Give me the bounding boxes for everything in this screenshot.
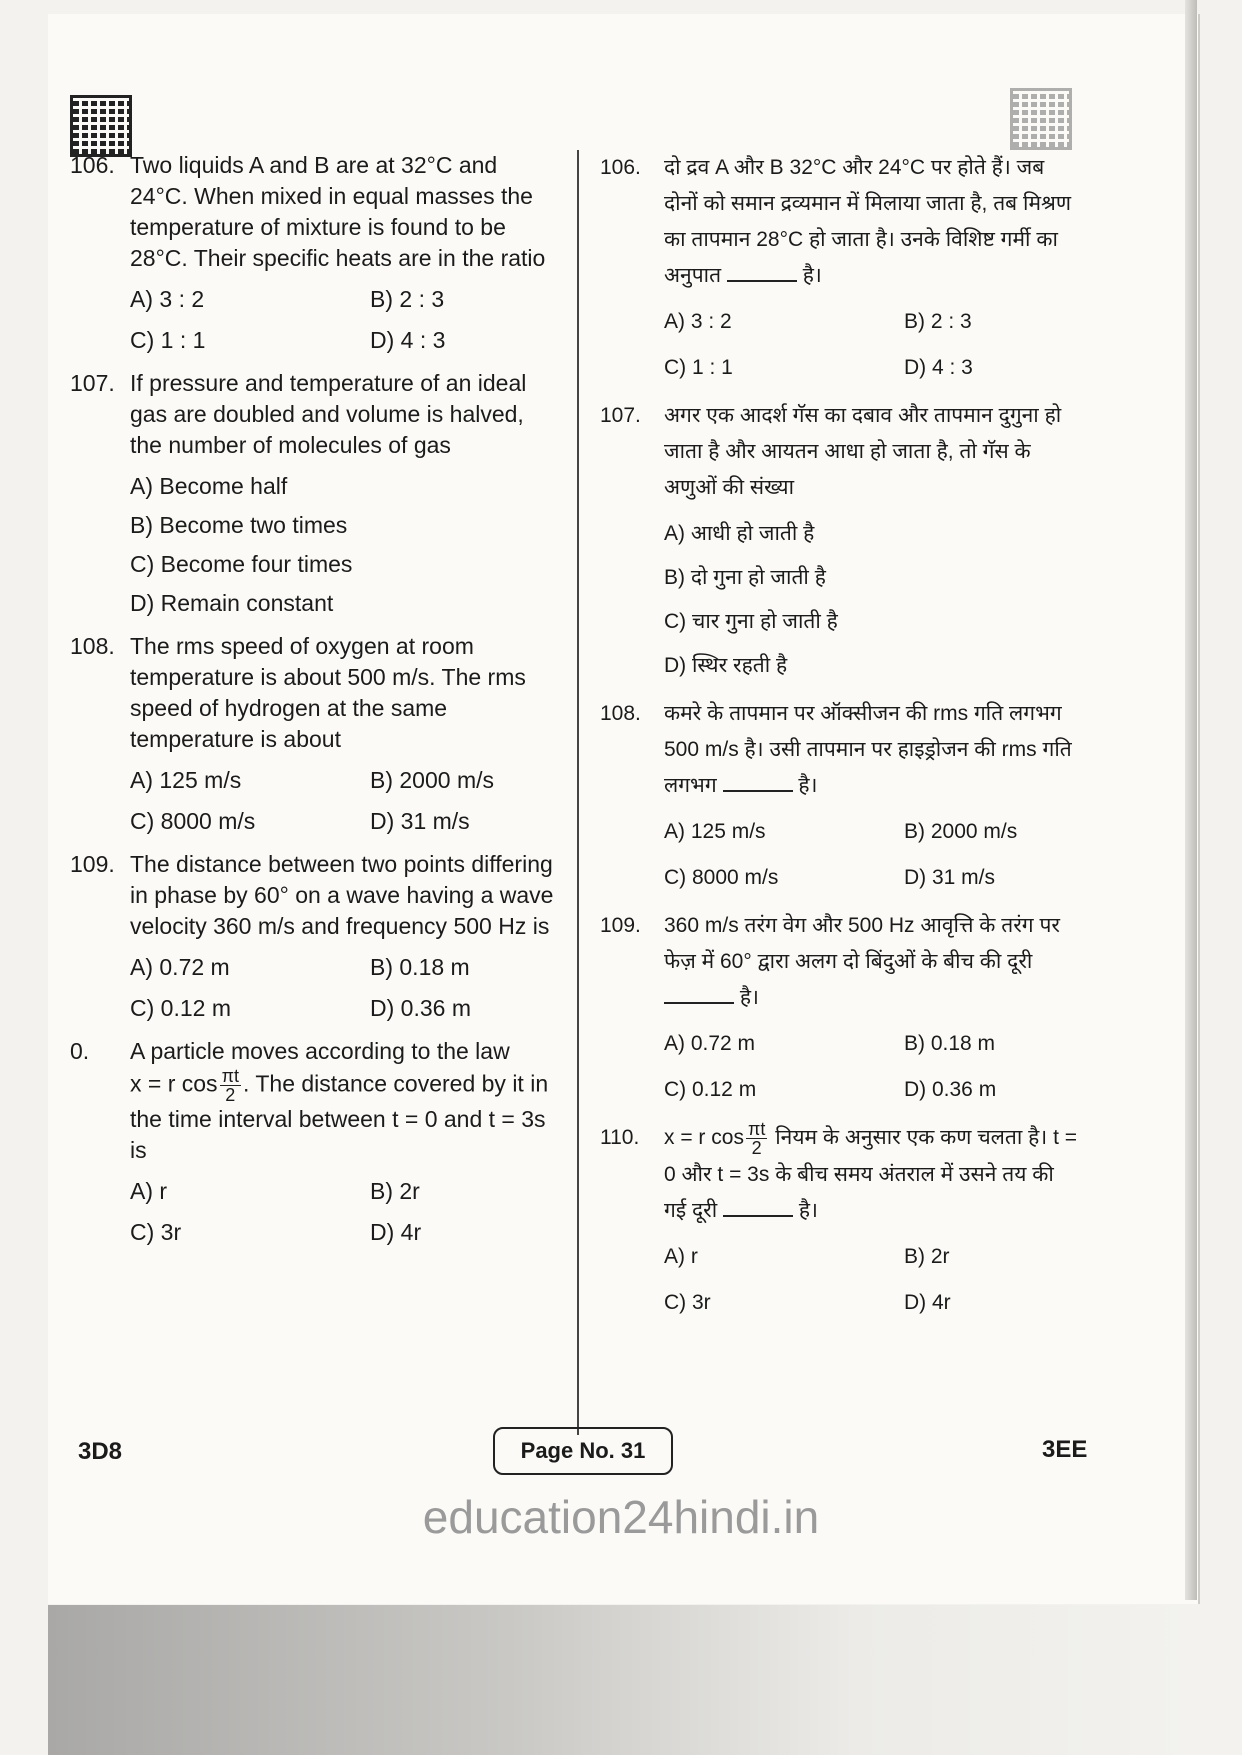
option-d: D) 4r — [370, 1219, 422, 1245]
fraction-denominator: 2 — [751, 1138, 762, 1158]
question-107 — [70, 368, 560, 619]
question-text-tail: है। — [798, 774, 818, 797]
options — [664, 304, 1080, 386]
answer-blank — [723, 774, 793, 792]
page-number-box: Page No. 31 — [493, 1427, 673, 1475]
qr-code-icon — [70, 95, 132, 157]
fraction-numerator: πt — [747, 1119, 766, 1139]
question-number: 110. — [600, 1126, 640, 1149]
option-a: A) 0.72 m — [664, 1032, 756, 1055]
options — [664, 1239, 1080, 1321]
option-a: A) Become half — [130, 473, 288, 499]
question-text — [664, 1120, 1080, 1229]
question-text-body: 360 m/s तरंग वेग और 500 Hz आवृत्ति के तरंग पर फेज़ में 60° द्वारा अलग दो बिंदुओं के बीच की दूरी — [664, 914, 1060, 973]
option-b: B) 2000 m/s — [370, 767, 494, 793]
option-a: A) r — [130, 1178, 168, 1204]
question-text-line2: . The distance covered by it in the time interval between t = 0 and t = 3s is — [130, 1070, 549, 1163]
question-110 — [70, 1036, 560, 1248]
qr-code-faded-icon — [1010, 88, 1072, 150]
option-d: D) 0.36 m — [370, 995, 471, 1021]
option-c: C) 8000 m/s — [130, 808, 256, 834]
equation-lhs: x = r cos — [664, 1126, 744, 1150]
equation-fraction — [220, 1067, 241, 1104]
question-text — [664, 150, 1080, 294]
option-d: D) 4r — [904, 1291, 951, 1314]
options — [664, 516, 1080, 684]
answer-blank — [727, 264, 797, 282]
question-108 — [70, 631, 560, 837]
options — [664, 1026, 1080, 1108]
option-d: D) स्थिर रहती है — [664, 654, 788, 677]
question-text: The rms speed of oxygen at room temperature is about 500 m/s. The rms speed of hydrogen at the same temperature is about — [130, 633, 526, 752]
option-c: C) 3r — [664, 1291, 711, 1314]
option-d: D) 4 : 3 — [904, 356, 973, 379]
question-equation-line — [130, 1067, 560, 1166]
option-b: B) 2000 m/s — [904, 820, 1018, 843]
option-d: D) 31 m/s — [370, 808, 470, 834]
option-b: B) 2 : 3 — [370, 286, 445, 312]
option-a: A) 0.72 m — [130, 954, 230, 980]
option-a: A) 3 : 2 — [130, 286, 205, 312]
option-c: C) 3r — [130, 1219, 182, 1245]
options — [130, 952, 560, 1024]
option-b: B) 0.18 m — [904, 1032, 996, 1055]
option-d: D) 4 : 3 — [370, 327, 446, 353]
question-text-line1: A particle moves according to the law — [130, 1038, 510, 1064]
hindi-column — [600, 150, 1080, 1333]
option-a: A) r — [664, 1245, 698, 1268]
option-d: D) Remain constant — [130, 590, 334, 616]
options — [130, 1176, 560, 1248]
question-text: If pressure and temperature of an ideal gas are doubled and volume is halved, the number of molecules of gas — [130, 370, 527, 458]
answer-blank — [723, 1199, 793, 1217]
question-text: Two liquids A and B are at 32°C and 24°C. When mixed in equal masses the temperature of mixture is found to be 28°C. Their specific heats are in the ratio — [130, 152, 546, 271]
question-107-hindi — [600, 398, 1080, 684]
question-number: 0. — [70, 1038, 90, 1064]
option-c: C) 0.12 m — [664, 1078, 757, 1101]
question-109 — [70, 849, 560, 1024]
option-d: D) 31 m/s — [904, 866, 996, 889]
question-number: 107. — [70, 370, 115, 396]
option-c: C) 8000 m/s — [664, 866, 779, 889]
option-c: C) Become four times — [130, 551, 353, 577]
question-number: 108. — [70, 633, 115, 659]
question-number: 109. — [70, 851, 115, 877]
option-b: B) 2r — [904, 1245, 950, 1268]
option-b: B) 2 : 3 — [904, 310, 972, 333]
question-number: 107. — [600, 404, 641, 427]
question-text-body: कमरे के तापमान पर ऑक्सीजन की rms गति लगभग 500 m/s है। उसी तापमान पर हाइड्रोजन की rms गति लगभग — [664, 702, 1072, 797]
english-column — [70, 150, 560, 1260]
option-a: A) 125 m/s — [664, 820, 766, 843]
page-edge — [1185, 0, 1197, 1600]
question-number: 106. — [600, 156, 641, 179]
question-text: The distance between two points differing in phase by 60° on a wave having a wave velocity 360 m/s and frequency 500 Hz is — [130, 851, 554, 939]
option-a: A) 3 : 2 — [664, 310, 732, 333]
question-number: 108. — [600, 702, 641, 725]
question-108-hindi — [600, 696, 1080, 896]
options — [130, 284, 560, 356]
option-d: D) 0.36 m — [904, 1078, 997, 1101]
option-c: C) 1 : 1 — [130, 327, 206, 353]
question-text-body: नियम के अनुसार एक कण चलता है। t = 0 और t = 3s के बीच समय अंतराल में उसने तय की गई दूरी — [664, 1126, 1078, 1222]
question-110-hindi — [600, 1120, 1080, 1321]
option-b: B) 0.18 m — [370, 954, 470, 980]
question-text — [664, 696, 1080, 804]
fraction-denominator: 2 — [225, 1085, 236, 1105]
question-text-tail: है। — [739, 986, 759, 1009]
booklet-code-left: 3D8 — [78, 1438, 123, 1465]
question-109-hindi — [600, 908, 1080, 1108]
options — [130, 765, 560, 837]
answer-blank — [664, 986, 734, 1004]
question-text-tail: है। — [798, 1199, 818, 1222]
option-b: B) 2r — [370, 1178, 420, 1204]
option-c: C) 0.12 m — [130, 995, 231, 1021]
question-text — [664, 908, 1080, 1016]
question-number: 106. — [70, 152, 115, 178]
equation-lhs: x = r cos — [130, 1070, 218, 1097]
question-text-tail: है। — [802, 264, 822, 287]
options — [664, 814, 1080, 896]
option-c: C) चार गुना हो जाती है — [664, 610, 838, 633]
question-text: अगर एक आदर्श गॅस का दबाव और तापमान दुगुना हो जाता है और आयतन आधा हो जाता है, तो गॅस के अणुओं की संख्या — [664, 404, 1062, 499]
equation-fraction — [746, 1120, 767, 1157]
question-106 — [70, 150, 560, 356]
fraction-numerator: πt — [221, 1066, 239, 1086]
option-a: A) 125 m/s — [130, 767, 242, 793]
option-b: B) दो गुना हो जाती है — [664, 566, 826, 589]
option-c: C) 1 : 1 — [664, 356, 733, 379]
question-106-hindi — [600, 150, 1080, 386]
question-number: 109. — [600, 914, 641, 937]
website-watermark: education24hindi.in — [422, 1491, 820, 1543]
question-text-body: दो द्रव A और B 32°C और 24°C पर होते हैं। जब दोनों को समान द्रव्यमान में मिलाया जाता है, तब मिश्रण का तापमान 28°C हो जाता है। उनके विशिष्ट गर्मी का अनुपात — [664, 156, 1072, 287]
option-b: B) Become two times — [130, 512, 348, 538]
booklet-code-right: 3EE — [1042, 1436, 1088, 1463]
options — [130, 471, 560, 619]
option-a: A) आधी हो जाती है — [664, 522, 815, 545]
scan-shadow — [48, 1605, 1198, 1755]
